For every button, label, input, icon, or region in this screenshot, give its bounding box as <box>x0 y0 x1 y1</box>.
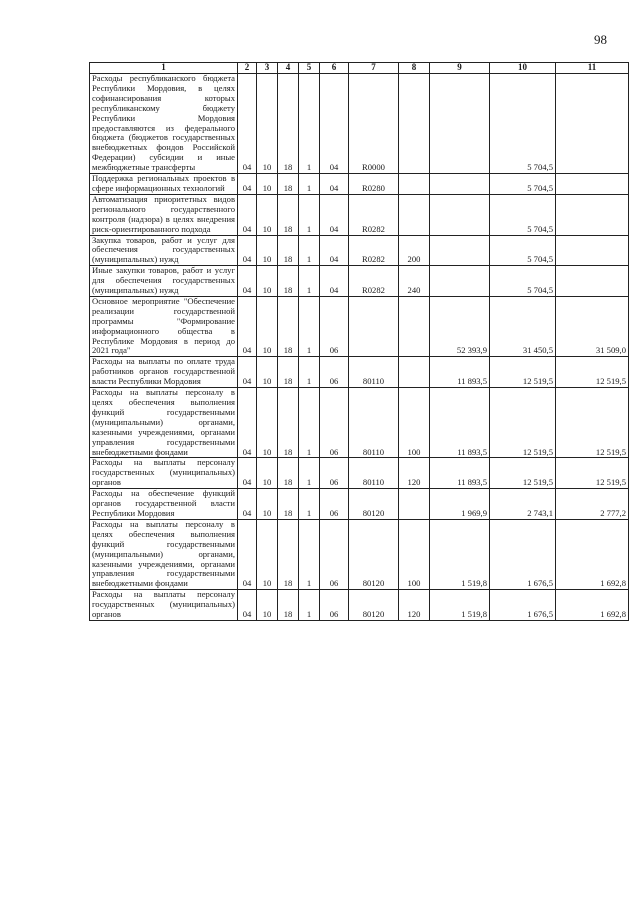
section-code: 04 <box>238 296 257 356</box>
subprogram-code: 1 <box>299 519 320 589</box>
row-description: Автоматизация приоритетных видов регионального государственного контроля (надзора) в целях внедрения риск-ориентированного подхода <box>90 194 238 235</box>
row-description: Расходы на выплаты персоналу государственных (муниципальных) органов <box>90 458 238 489</box>
amount-2020: 12 519,5 <box>490 357 556 388</box>
program-code: 18 <box>278 296 299 356</box>
budget-table <box>89 62 629 621</box>
program-code: 18 <box>278 489 299 520</box>
column-header: 7 <box>349 63 399 74</box>
amount-2020: 1 676,5 <box>490 519 556 589</box>
row-description: Закупка товаров, работ и услуг для обеспечения государственных (муниципальных) нужд <box>90 235 238 266</box>
amount-2020: 5 704,5 <box>490 174 556 195</box>
section-code: 04 <box>238 194 257 235</box>
program-code: 18 <box>278 519 299 589</box>
measure-code: 04 <box>320 194 349 235</box>
amount-2021: 12 519,5 <box>556 388 629 458</box>
section-code: 04 <box>238 519 257 589</box>
table-row <box>90 388 629 458</box>
column-header: 3 <box>257 63 278 74</box>
subsection-code: 10 <box>257 266 278 297</box>
measure-code: 04 <box>320 74 349 174</box>
measure-code: 06 <box>320 458 349 489</box>
expense-code: 80110 <box>349 357 399 388</box>
measure-code: 06 <box>320 519 349 589</box>
amount-2019: 11 893,5 <box>430 357 490 388</box>
expense-code: 80120 <box>349 489 399 520</box>
amount-2020: 5 704,5 <box>490 235 556 266</box>
program-code: 18 <box>278 357 299 388</box>
table-row <box>90 174 629 195</box>
subprogram-code: 1 <box>299 235 320 266</box>
amount-2020: 31 450,5 <box>490 296 556 356</box>
subprogram-code: 1 <box>299 489 320 520</box>
program-code: 18 <box>278 235 299 266</box>
amount-2021 <box>556 266 629 297</box>
measure-code: 06 <box>320 489 349 520</box>
table-row <box>90 296 629 356</box>
measure-code: 06 <box>320 388 349 458</box>
column-header: 4 <box>278 63 299 74</box>
expense-type-code: 100 <box>399 388 430 458</box>
subprogram-code: 1 <box>299 174 320 195</box>
amount-2021: 12 519,5 <box>556 458 629 489</box>
section-code: 04 <box>238 489 257 520</box>
row-description: Расходы республиканского бюджета Республики Мордовия, в целях софинансирования которых республиканскому бюджету Республики Мордовия предоставляются из федерального бюджета (бюджетов государственных внебюджетных фондов Российской Федерации) субсидии и иные межбюджетные трансферты <box>90 74 238 174</box>
column-header: 10 <box>490 63 556 74</box>
amount-2019: 11 893,5 <box>430 388 490 458</box>
table-header-row <box>90 63 629 74</box>
amount-2019 <box>430 194 490 235</box>
amount-2019 <box>430 266 490 297</box>
expense-code <box>349 296 399 356</box>
expense-type-code <box>399 174 430 195</box>
subsection-code: 10 <box>257 296 278 356</box>
subprogram-code: 1 <box>299 296 320 356</box>
section-code: 04 <box>238 357 257 388</box>
amount-2020: 12 519,5 <box>490 388 556 458</box>
expense-type-code <box>399 194 430 235</box>
expense-type-code <box>399 489 430 520</box>
expense-code: 80110 <box>349 458 399 489</box>
table-row <box>90 74 629 174</box>
expense-type-code: 120 <box>399 590 430 621</box>
row-description: Расходы на обеспечение функций органов государственной власти Республики Мордовия <box>90 489 238 520</box>
amount-2019 <box>430 235 490 266</box>
amount-2019: 52 393,9 <box>430 296 490 356</box>
measure-code: 06 <box>320 590 349 621</box>
column-header: 9 <box>430 63 490 74</box>
amount-2021 <box>556 194 629 235</box>
expense-type-code: 240 <box>399 266 430 297</box>
subsection-code: 10 <box>257 194 278 235</box>
expense-type-code: 100 <box>399 519 430 589</box>
subprogram-code: 1 <box>299 74 320 174</box>
amount-2019: 1 519,8 <box>430 519 490 589</box>
measure-code: 04 <box>320 174 349 195</box>
subsection-code: 10 <box>257 489 278 520</box>
amount-2019: 11 893,5 <box>430 458 490 489</box>
page-number: 98 <box>594 32 607 47</box>
table-row <box>90 590 629 621</box>
amount-2021 <box>556 74 629 174</box>
measure-code: 06 <box>320 357 349 388</box>
column-header: 5 <box>299 63 320 74</box>
table-row <box>90 194 629 235</box>
amount-2021: 12 519,5 <box>556 357 629 388</box>
row-description: Поддержка региональных проектов в сфере информационных технологий <box>90 174 238 195</box>
row-description: Расходы на выплаты по оплате труда работников органов государственной власти Республики Мордовия <box>90 357 238 388</box>
row-description: Иные закупки товаров, работ и услуг для обеспечения государственных (муниципальных) нужд <box>90 266 238 297</box>
amount-2021 <box>556 174 629 195</box>
row-description: Основное мероприятие "Обеспечение реализации государственной программы "Формирование информационного общества в Республике Мордовия в период до 2021 года" <box>90 296 238 356</box>
program-code: 18 <box>278 174 299 195</box>
amount-2021: 2 777,2 <box>556 489 629 520</box>
expense-type-code <box>399 74 430 174</box>
program-code: 18 <box>278 74 299 174</box>
expense-code: R0282 <box>349 194 399 235</box>
amount-2019 <box>430 74 490 174</box>
amount-2019 <box>430 174 490 195</box>
amount-2020: 5 704,5 <box>490 266 556 297</box>
row-description: Расходы на выплаты персоналу в целях обеспечения выполнения функций государственными (муниципальными) органами, казенными учреждениями, органами управления государственными внебюджетными фондами <box>90 519 238 589</box>
table-row <box>90 235 629 266</box>
section-code: 04 <box>238 266 257 297</box>
amount-2020: 12 519,5 <box>490 458 556 489</box>
subsection-code: 10 <box>257 74 278 174</box>
subprogram-code: 1 <box>299 266 320 297</box>
expense-code: R0282 <box>349 235 399 266</box>
expense-type-code <box>399 357 430 388</box>
expense-code: R0280 <box>349 174 399 195</box>
subprogram-code: 1 <box>299 388 320 458</box>
measure-code: 04 <box>320 266 349 297</box>
expense-code: 80110 <box>349 388 399 458</box>
column-header: 2 <box>238 63 257 74</box>
row-description: Расходы на выплаты персоналу государственных (муниципальных) органов <box>90 590 238 621</box>
subprogram-code: 1 <box>299 194 320 235</box>
amount-2019: 1 969,9 <box>430 489 490 520</box>
subsection-code: 10 <box>257 458 278 489</box>
subprogram-code: 1 <box>299 458 320 489</box>
subsection-code: 10 <box>257 590 278 621</box>
amount-2021: 1 692,8 <box>556 590 629 621</box>
amount-2020: 1 676,5 <box>490 590 556 621</box>
row-description: Расходы на выплаты персоналу в целях обеспечения выполнения функций государственными (муниципальными) органами, казенными учреждениями, органами управления государственными внебюджетными фондами <box>90 388 238 458</box>
subsection-code: 10 <box>257 357 278 388</box>
subsection-code: 10 <box>257 235 278 266</box>
amount-2020: 5 704,5 <box>490 194 556 235</box>
expense-type-code: 120 <box>399 458 430 489</box>
section-code: 04 <box>238 174 257 195</box>
subsection-code: 10 <box>257 174 278 195</box>
program-code: 18 <box>278 590 299 621</box>
subsection-code: 10 <box>257 519 278 589</box>
table-row <box>90 519 629 589</box>
expense-code: R0282 <box>349 266 399 297</box>
amount-2020: 5 704,5 <box>490 74 556 174</box>
program-code: 18 <box>278 266 299 297</box>
column-header: 6 <box>320 63 349 74</box>
amount-2020: 2 743,1 <box>490 489 556 520</box>
section-code: 04 <box>238 388 257 458</box>
amount-2021 <box>556 235 629 266</box>
program-code: 18 <box>278 194 299 235</box>
table-row <box>90 357 629 388</box>
measure-code: 04 <box>320 235 349 266</box>
section-code: 04 <box>238 590 257 621</box>
section-code: 04 <box>238 74 257 174</box>
expense-code: R0000 <box>349 74 399 174</box>
table-row <box>90 266 629 297</box>
amount-2021: 1 692,8 <box>556 519 629 589</box>
subsection-code: 10 <box>257 388 278 458</box>
amount-2019: 1 519,8 <box>430 590 490 621</box>
column-header: 1 <box>90 63 238 74</box>
column-header: 8 <box>399 63 430 74</box>
expense-type-code <box>399 296 430 356</box>
expense-type-code: 200 <box>399 235 430 266</box>
subprogram-code: 1 <box>299 357 320 388</box>
amount-2021: 31 509,0 <box>556 296 629 356</box>
measure-code: 06 <box>320 296 349 356</box>
section-code: 04 <box>238 235 257 266</box>
expense-code: 80120 <box>349 519 399 589</box>
table-row <box>90 458 629 489</box>
subprogram-code: 1 <box>299 590 320 621</box>
expense-code: 80120 <box>349 590 399 621</box>
column-header: 11 <box>556 63 629 74</box>
program-code: 18 <box>278 388 299 458</box>
program-code: 18 <box>278 458 299 489</box>
table-row <box>90 489 629 520</box>
section-code: 04 <box>238 458 257 489</box>
